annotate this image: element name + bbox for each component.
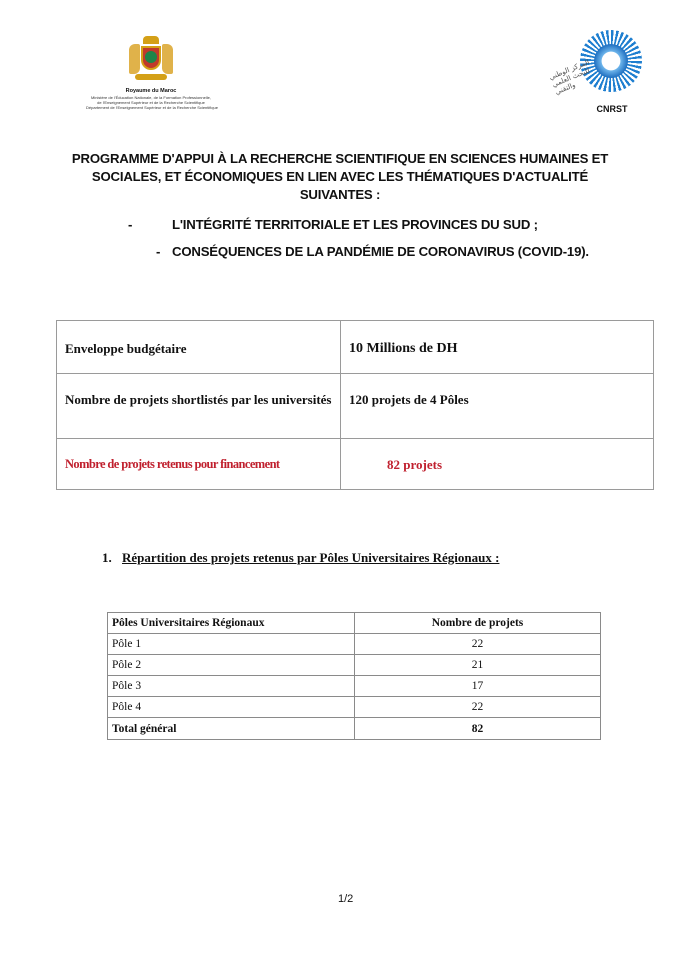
theme-bullet: [156, 244, 589, 259]
table-row: [57, 439, 654, 490]
table-row: [108, 634, 601, 655]
morocco-coat-of-arms-icon: [129, 36, 173, 84]
theme-text: CONSÉQUENCES DE LA PANDÉMIE DE CORONAVIRUS (COVID-19).: [172, 244, 589, 259]
row-label: Nombre de projets shortlistés par les universités: [57, 374, 341, 439]
section-number: 1.: [102, 550, 112, 565]
kingdom-label: Royaume du Maroc: [125, 88, 177, 94]
ministry-line: de l'Enseignement Supérieur et de la Recherche Scientifique: [97, 100, 205, 105]
row-value: 10 Millions de DH: [341, 321, 654, 374]
pole-name: Pôle 2: [108, 655, 355, 676]
document-title: [40, 150, 640, 204]
theme-text: L'INTÉGRITÉ TERRITORIALE ET LES PROVINCES DU SUD ;: [172, 217, 538, 232]
title-line: PROGRAMME D'APPUI À LA RECHERCHE SCIENTIFIQUE EN SCIENCES HUMAINES ET: [71, 151, 609, 166]
total-count: 82: [355, 718, 601, 740]
section-title: Répartition des projets retenus par Pôles Universitaires Régionaux :: [122, 550, 500, 565]
column-header: Pôles Universitaires Régionaux: [108, 613, 355, 634]
table-row: [108, 655, 601, 676]
poles-table: [107, 612, 601, 740]
row-value: 82 projets: [341, 439, 654, 490]
table-total-row: [108, 718, 601, 740]
pole-count: 22: [355, 697, 601, 718]
table-header-row: [108, 613, 601, 634]
page-number: 1/2: [338, 893, 354, 905]
pole-name: Pôle 4: [108, 697, 355, 718]
column-header: Nombre de projets: [355, 613, 601, 634]
row-label: Enveloppe budgétaire: [57, 321, 341, 374]
ministry-line: Ministère de l'Éducation Nationale, de la Formation Professionnelle,: [91, 95, 211, 100]
pole-name: Pôle 3: [108, 676, 355, 697]
bullet-dash: -: [128, 217, 133, 232]
table-row: [57, 321, 654, 374]
bullet-dash: -: [156, 244, 161, 259]
ministry-logo-block: [86, 36, 216, 110]
cnrst-acronym: CNRST: [596, 104, 628, 114]
pole-count: 22: [355, 634, 601, 655]
theme-bullet: [128, 217, 538, 232]
row-value: 120 projets de 4 Pôles: [341, 374, 654, 439]
title-line: SOCIALES, ET ÉCONOMIQUES EN LIEN AVEC LES THÉMATIQUES D'ACTUALITÉ: [91, 169, 589, 184]
section-heading: [102, 550, 499, 566]
row-label: Nombre de projets retenus pour financement: [57, 439, 341, 490]
title-line: SUIVANTES :: [299, 187, 381, 202]
cnrst-logo-block: [548, 28, 648, 120]
cnrst-arabic-name: المركز الوطني للبحث العلمي والتقني: [548, 58, 591, 97]
pole-count: 17: [355, 676, 601, 697]
pole-name: Pôle 1: [108, 634, 355, 655]
table-row: [57, 374, 654, 439]
table-row: [108, 676, 601, 697]
ministry-line: Département de l'Enseignement Supérieur et de la Recherche Scientifique: [86, 105, 218, 110]
table-row: [108, 697, 601, 718]
total-label: Total général: [108, 718, 355, 740]
summary-table: [56, 320, 654, 490]
pole-count: 21: [355, 655, 601, 676]
